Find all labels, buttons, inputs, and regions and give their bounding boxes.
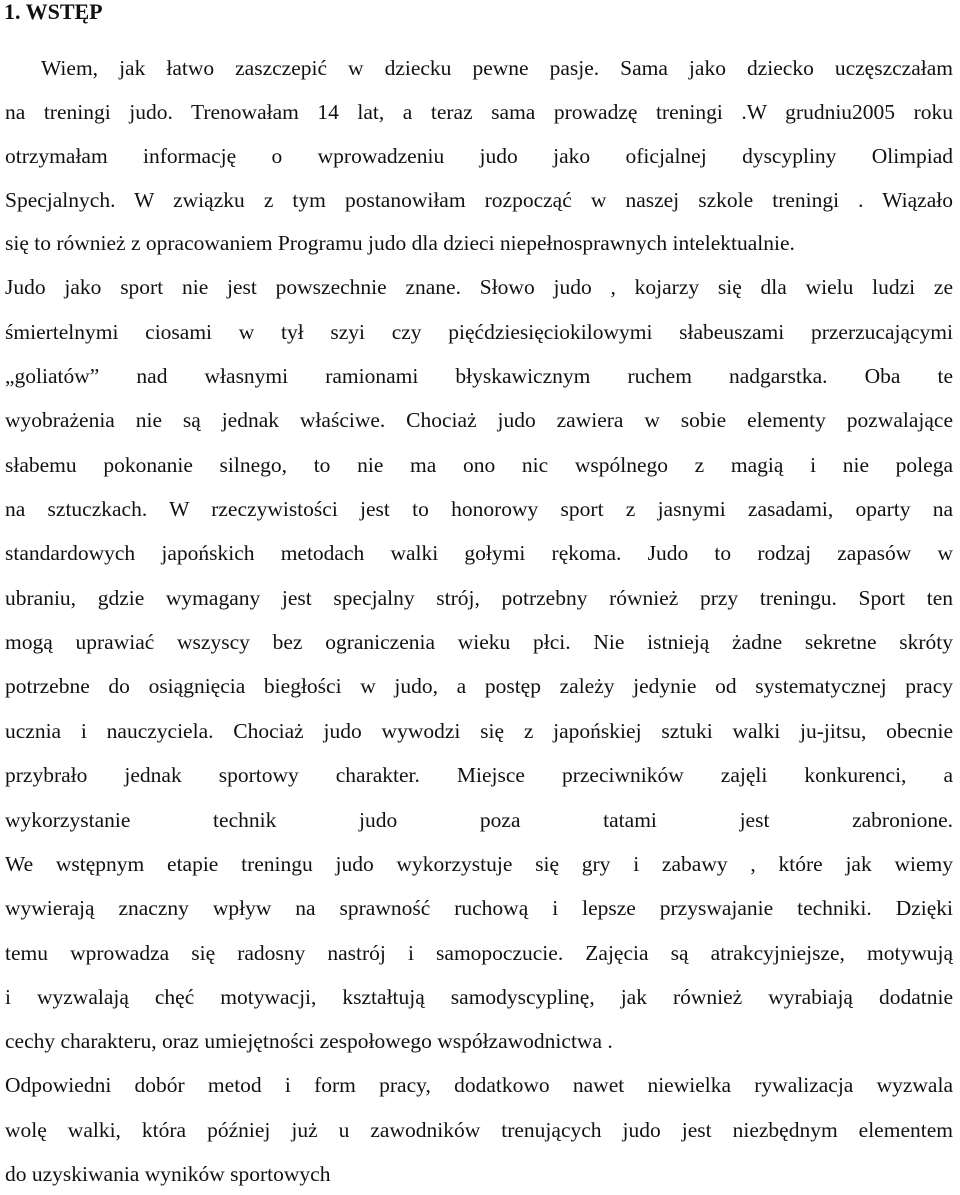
text-line: ubraniu, gdzie wymagany jest specjalny strój, potrzebny również przy treningu. Sport ten bbox=[5, 586, 953, 610]
text-line: otrzymałam informację o wprowadzeniu judo jako oficjalnej dyscypliny Olimpiad bbox=[5, 144, 953, 168]
text-line: przybrało jednak sportowy charakter. Miejsce przeciwników zajęli konkurenci, a bbox=[5, 763, 953, 787]
section-heading: 1. WSTĘP bbox=[4, 0, 103, 24]
text-line: wolę walki, która później już u zawodników trenujących judo jest niezbędnym elementem bbox=[5, 1118, 953, 1142]
text-line: na treningi judo. Trenowałam 14 lat, a teraz sama prowadzę treningi .W grudniu2005 roku bbox=[5, 100, 953, 124]
text-line: na sztuczkach. W rzeczywistości jest to honorowy sport z jasnymi zasadami, oparty na bbox=[5, 497, 953, 521]
text-line: do uzyskiwania wyników sportowych bbox=[5, 1162, 331, 1186]
text-line: „goliatów” nad własnymi ramionami błyskawicznym ruchem nadgarstka. Oba te bbox=[5, 364, 953, 388]
text-line: temu wprowadza się radosny nastrój i samopoczucie. Zajęcia są atrakcyjniejsze, motywują bbox=[5, 941, 953, 965]
text-line: ucznia i nauczyciela. Chociaż judo wywodzi się z japońskiej sztuki walki ju-jitsu, obecnie bbox=[5, 719, 953, 743]
text-line: wykorzystanie technik judo poza tatami jest zabronione. bbox=[5, 808, 953, 832]
text-line: wywierają znaczny wpływ na sprawność ruchową i lepsze przyswajanie techniki. Dzięki bbox=[5, 896, 953, 920]
text-line: cechy charakteru, oraz umiejętności zespołowego współzawodnictwa . bbox=[5, 1029, 613, 1053]
text-line: We wstępnym etapie treningu judo wykorzystuje się gry i zabawy , które jak wiemy bbox=[5, 852, 953, 876]
text-line: Judo jako sport nie jest powszechnie znane. Słowo judo , kojarzy się dla wielu ludzi ze bbox=[5, 275, 953, 299]
text-line: i wyzwalają chęć motywacji, kształtują samodyscyplinę, jak również wyrabiają dodatnie bbox=[5, 985, 953, 1009]
text-line: standardowych japońskich metodach walki gołymi rękoma. Judo to rodzaj zapasów w bbox=[5, 541, 953, 565]
text-line: wyobrażenia nie są jednak właściwe. Chociaż judo zawiera w sobie elementy pozwalające bbox=[5, 408, 953, 432]
text-line: się to również z opracowaniem Programu judo dla dzieci niepełnosprawnych intelektualnie. bbox=[5, 231, 795, 255]
text-line: Specjalnych. W związku z tym postanowiłam rozpocząć w naszej szkole treningi . Wiązało bbox=[5, 188, 953, 212]
text-line: Wiem, jak łatwo zaszczepić w dziecku pewne pasje. Sama jako dziecko uczęszczałam bbox=[41, 56, 953, 80]
text-line: słabemu pokonanie silnego, to nie ma ono nic wspólnego z magią i nie polega bbox=[5, 453, 953, 477]
text-line: Odpowiedni dobór metod i form pracy, dodatkowo nawet niewielka rywalizacja wyzwala bbox=[5, 1073, 953, 1097]
text-line: śmiertelnymi ciosami w tył szyi czy pięćdziesięciokilowymi słabeuszami przerzucającymi bbox=[5, 320, 953, 344]
text-line: mogą uprawiać wszyscy bez ograniczenia wieku płci. Nie istnieją żadne sekretne skróty bbox=[5, 630, 953, 654]
text-line: potrzebne do osiągnięcia biegłości w judo, a postęp zależy jedynie od systematycznej pracy bbox=[5, 674, 953, 698]
